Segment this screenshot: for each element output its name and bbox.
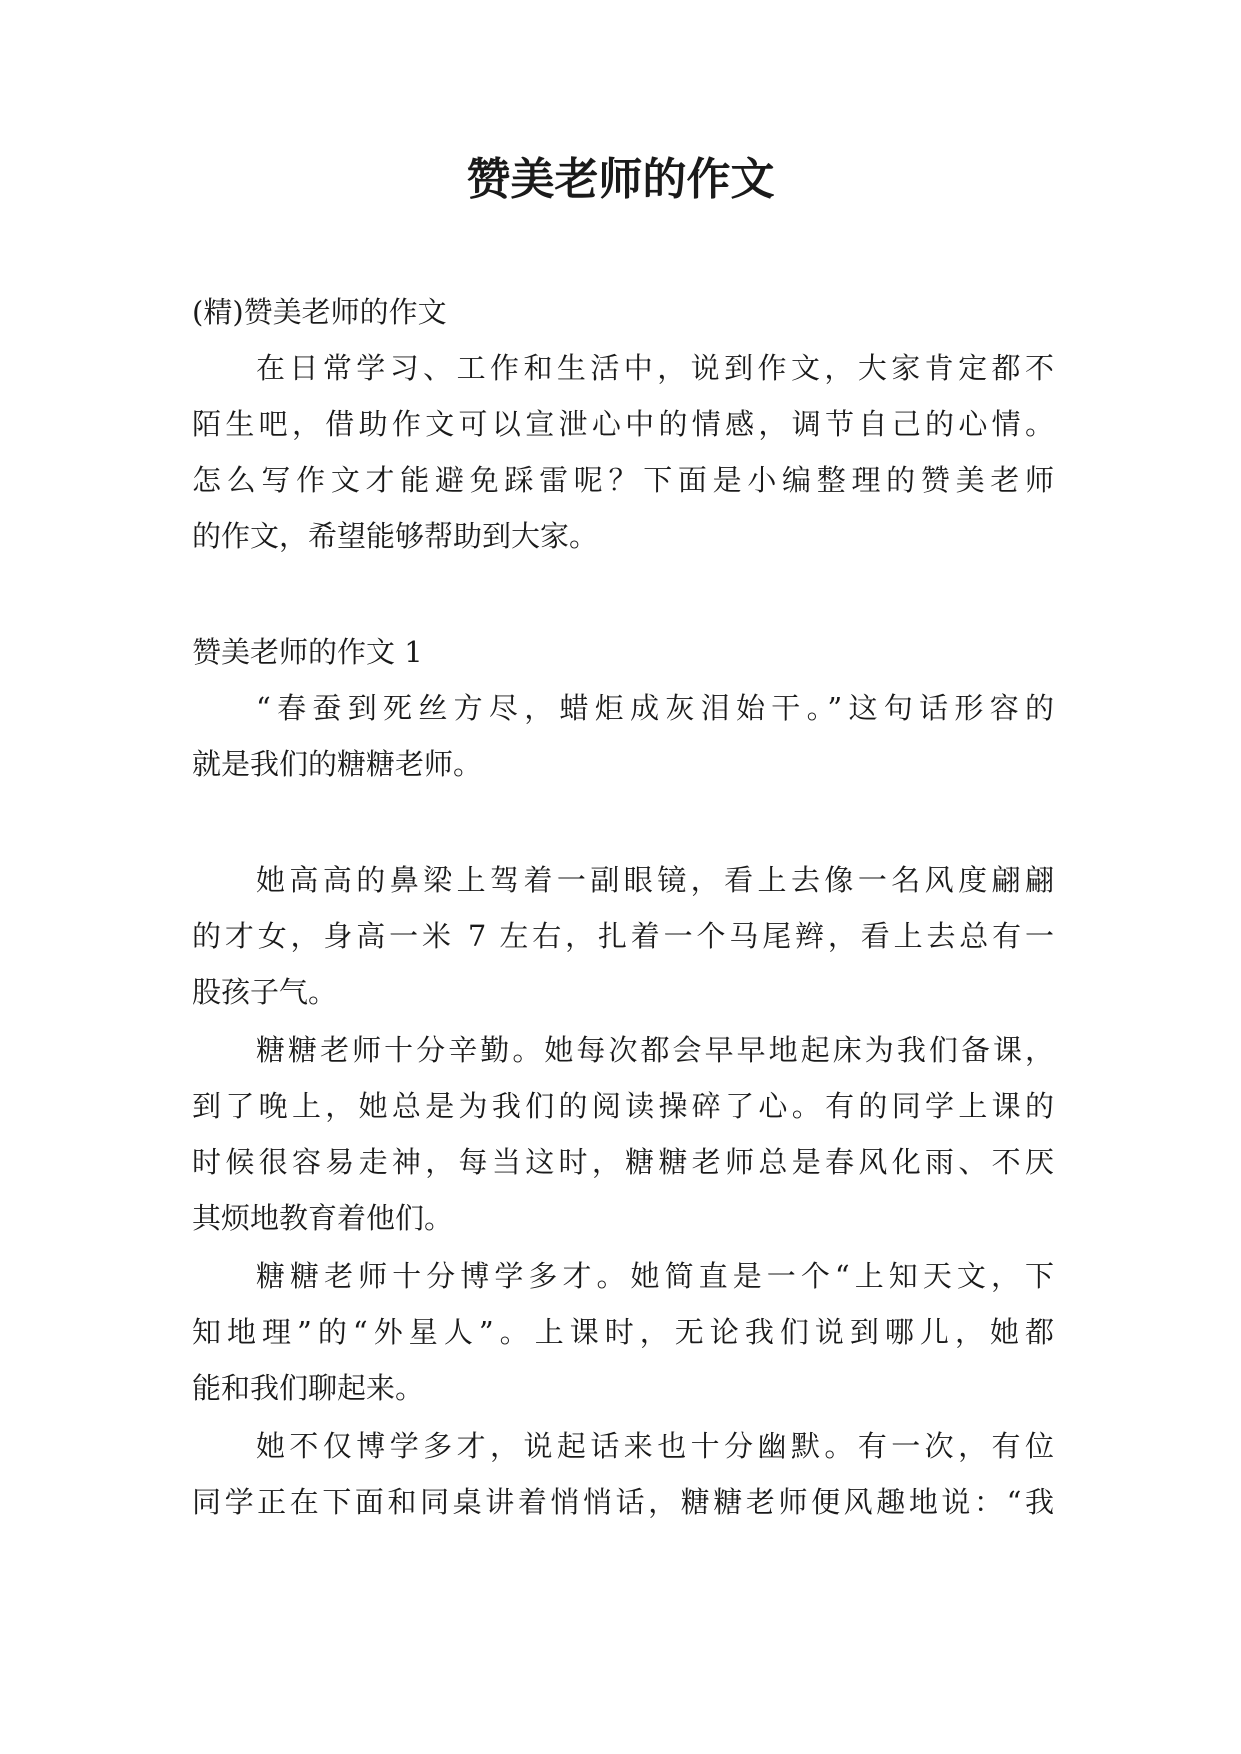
paragraph-line: 时候很容易走神，每当这时，糖糖老师总是春风化雨、不厌 bbox=[192, 1145, 1054, 1179]
intro-line: 在日常学习、工作和生活中，说到作文，大家肯定都不 bbox=[256, 351, 1054, 385]
paragraph-line: 能和我们聊起来。 bbox=[192, 1371, 425, 1405]
paragraph-line: 就是我们的糖糖老师。 bbox=[192, 747, 483, 781]
paragraph-line: 她高高的鼻梁上驾着一副眼镜，看上去像一名风度翩翩 bbox=[256, 863, 1054, 897]
intro-line: 怎么写作文才能避免踩雷呢？下面是小编整理的赞美老师 bbox=[192, 463, 1054, 497]
intro-line: 陌生吧，借助作文可以宣泄心中的情感，调节自己的心情。 bbox=[192, 407, 1054, 441]
paragraph-line: 到了晚上，她总是为我们的阅读操碎了心。有的同学上课的 bbox=[192, 1089, 1054, 1123]
paragraph-line: 的才女，身高一米 7 左右，扎着一个马尾辫，看上去总有一 bbox=[192, 919, 1054, 953]
paragraph-line: 知地理”的“外星人”。上课时，无论我们说到哪儿，她都 bbox=[192, 1315, 1054, 1349]
paragraph-line: 她不仅博学多才，说起话来也十分幽默。有一次，有位 bbox=[256, 1429, 1054, 1463]
paragraph-line: 其烦地教育着他们。 bbox=[192, 1201, 454, 1235]
document-title: 赞美老师的作文 bbox=[466, 154, 775, 205]
section-heading: 赞美老师的作文 1 bbox=[192, 635, 423, 669]
paragraph-line: “春蚕到死丝方尽，蜡炬成灰泪始干。”这句话形容的 bbox=[256, 691, 1054, 725]
paragraph-line: 糖糖老师十分博学多才。她简直是一个“上知天文，下 bbox=[256, 1259, 1054, 1293]
paragraph-line: 糖糖老师十分辛勤。她每次都会早早地起床为我们备课， bbox=[256, 1033, 1054, 1067]
paragraph-line: 同学正在下面和同桌讲着悄悄话，糖糖老师便风趣地说：“我 bbox=[192, 1485, 1054, 1519]
paragraph-line: 股孩子气。 bbox=[192, 975, 338, 1009]
intro-heading: (精)赞美老师的作文 bbox=[192, 295, 447, 329]
intro-line: 的作文，希望能够帮助到大家。 bbox=[192, 519, 599, 553]
